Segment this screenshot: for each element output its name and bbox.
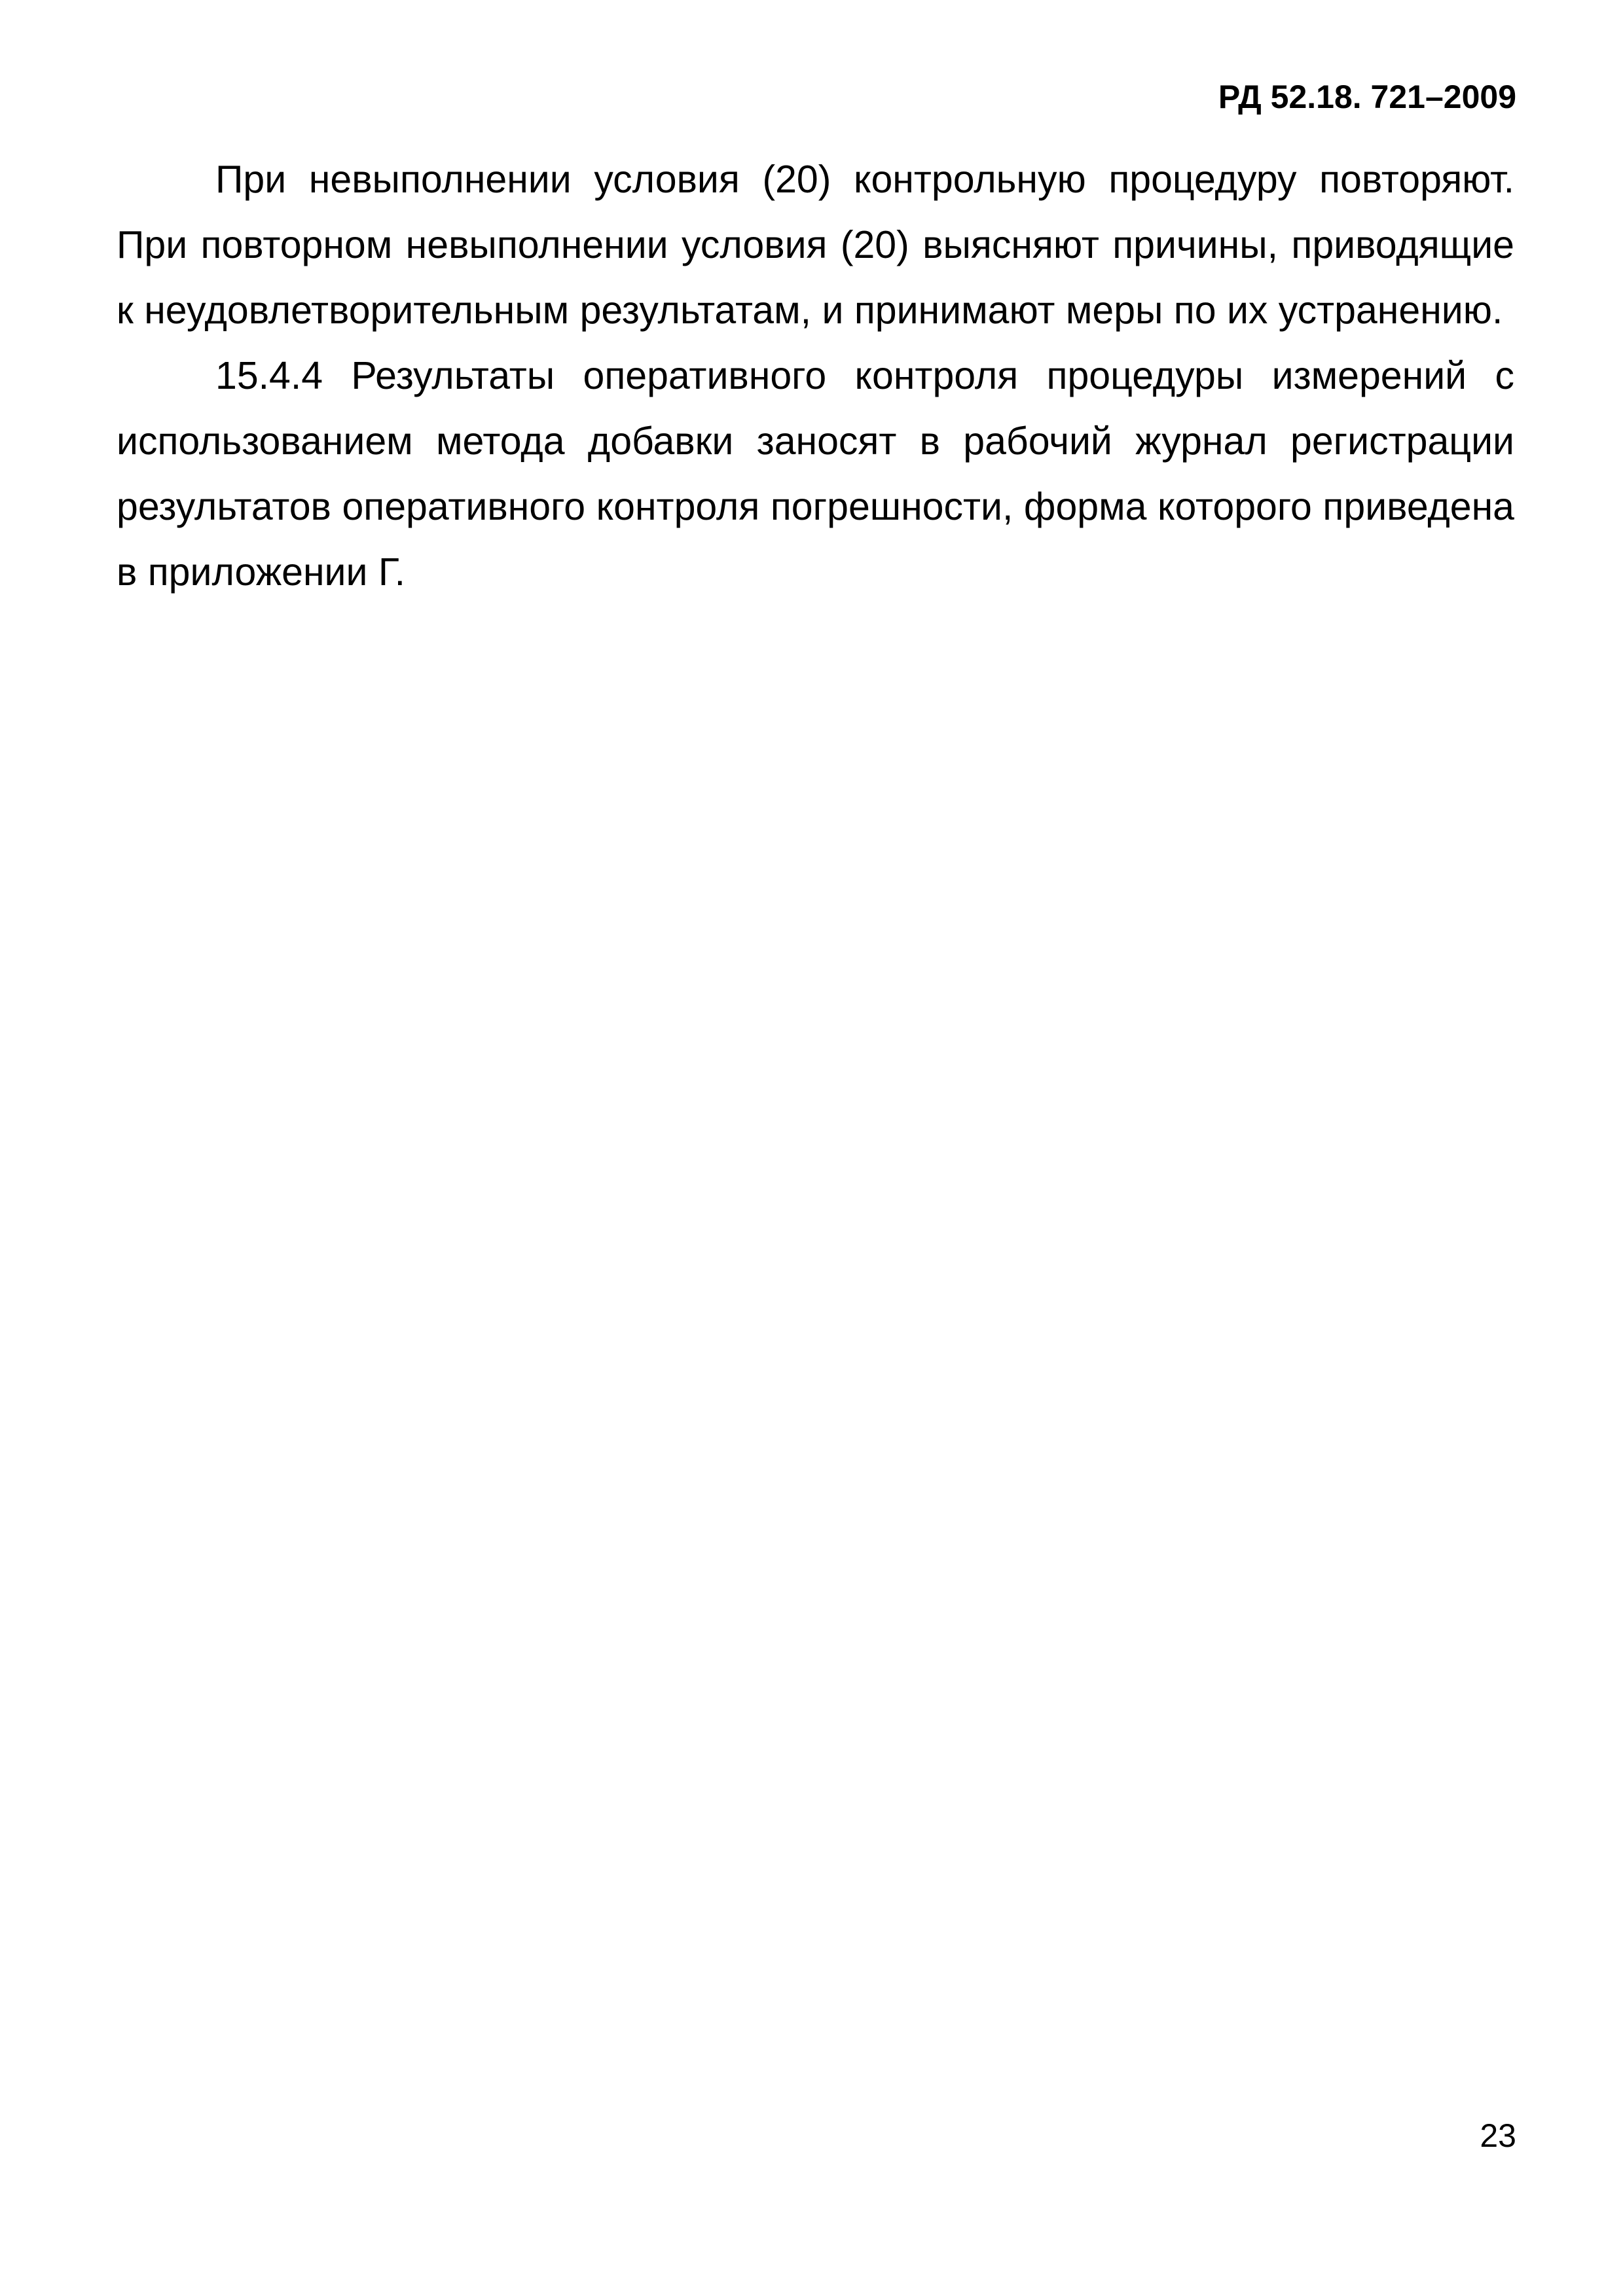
paragraph-repeat-procedure: При невыполнении условия (20) контрольную процедуру повторяют. При повторном невыполнении условия (20) выясняют причины, приводящие к неудовлетворительным результатам, и принимают меры по их устранению. xyxy=(117,158,1514,332)
body-text xyxy=(117,147,1514,605)
paragraph-15-4-4: 15.4.4 Результаты оперативного контроля процедуры измерений с использованием метода добавки заносят в рабочий журнал регистрации результатов оперативного контроля погрешности, форма которого приведена в приложении Г. xyxy=(117,354,1514,594)
document-code: РД 52.18. 721–2009 xyxy=(1218,79,1516,115)
page-number: 23 xyxy=(1480,2117,1516,2154)
